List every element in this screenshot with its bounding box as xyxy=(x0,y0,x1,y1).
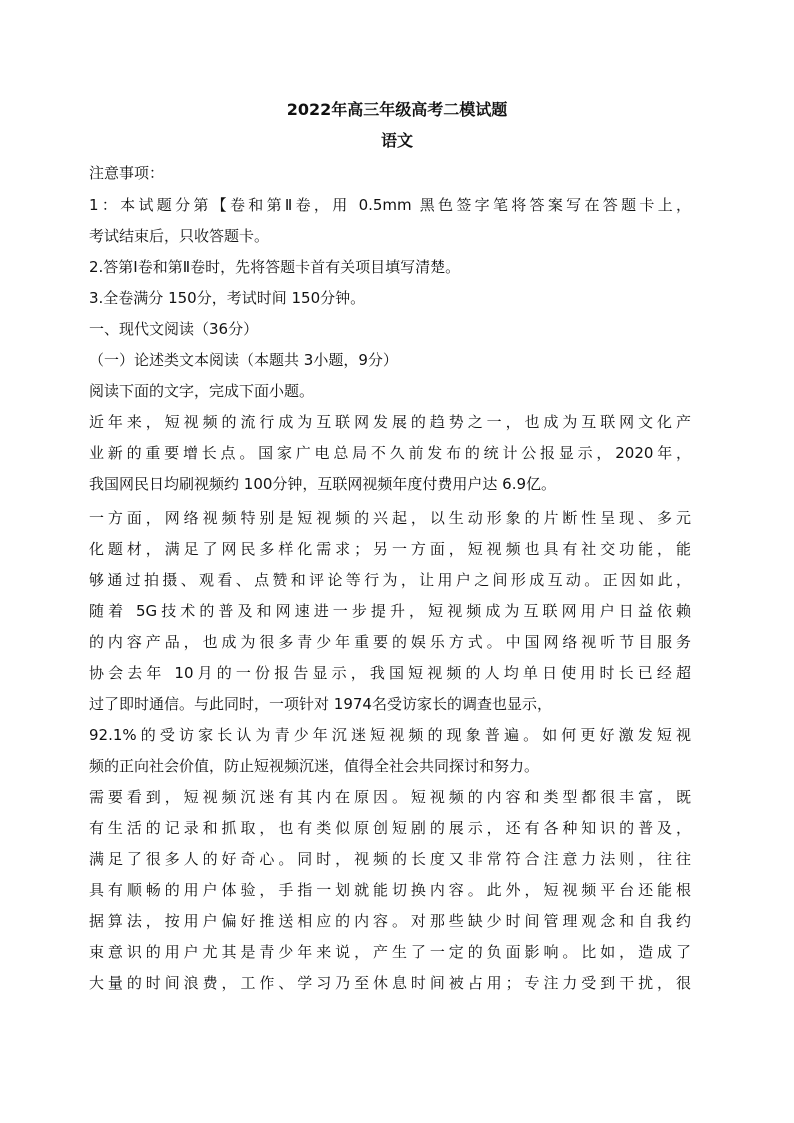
passage-line: 有生活的记录和抓取，也有类似原创短剧的展示，还有各种知识的普及， xyxy=(89,819,691,837)
passage-line: 我国网民日均刷视频约 100分钟，互联网视频年度付费用户达 6.9亿。 xyxy=(89,475,557,493)
passage-line: 够通过拍摄、观看、点赞和评论等行为，让用户之间形成互动。正因如此， xyxy=(89,571,691,589)
notes-heading: 注意事项： xyxy=(89,164,165,182)
passage-line: 随着 5G技术的普及和网速进一步提升，短视频成为互联网用户日益依赖 xyxy=(89,602,691,620)
section-heading: 一、现代文阅读（36分） xyxy=(89,320,259,338)
passage-line: 近年来，短视频的流行成为互联网发展的趋势之一，也成为互联网文化产 xyxy=(89,413,691,431)
passage-line: 业新的重要增长点。国家广电总局不久前发布的统计公报显示，2020年， xyxy=(89,444,691,462)
passage-line: 一方面，网络视频特别是短视频的兴起，以生动形象的片断性呈现、多元 xyxy=(89,509,691,527)
exam-title: 2022年高三年级高考二模试题 xyxy=(286,100,508,119)
note-line: 1：本试题分第【卷和第Ⅱ卷，用 0.5mm 黑色签字笔将答案写在答题卡上， xyxy=(89,196,691,214)
note-line: 3.全卷满分 150分，考试时间 150分钟。 xyxy=(89,289,366,307)
instruction-line: 阅读下面的文字，完成下面小题。 xyxy=(89,382,315,400)
passage-line: 具有顺畅的用户体验，手指一划就能切换内容。此外，短视频平台还能根 xyxy=(89,881,691,899)
subject-title: 语文 xyxy=(380,131,413,150)
passage-line: 协会去年 10月的一份报告显示，我国短视频的人均单日使用时长已经超 xyxy=(89,664,691,682)
passage-line: 过了即时通信。与此同时，一项针对 1974名受访家长的调查也显示， xyxy=(89,695,552,713)
passage-line: 频的正向社会价值，防止短视频沉迷，值得全社会共同探讨和努力。 xyxy=(89,757,540,775)
passage-line: 92.1%的受访家长认为青少年沉迷短视频的现象普遍。如何更好激发短视 xyxy=(89,726,691,744)
passage-line: 满足了很多人的好奇心。同时，视频的长度又非常符合注意力法则，往往 xyxy=(89,850,691,868)
passage-line: 化题材，满足了网民多样化需求；另一方面，短视频也具有社交功能，能 xyxy=(89,540,691,558)
note-line: 考试结束后，只收答题卡。 xyxy=(89,227,270,245)
passage-line: 束意识的用户尤其是青少年来说，产生了一定的负面影响。比如，造成了 xyxy=(89,943,691,961)
passage-line: 据算法，按用户偏好推送相应的内容。对那些缺少时间管理观念和自我约 xyxy=(89,912,691,930)
note-line: 2.答第Ⅰ卷和第Ⅱ卷时，先将答题卡首有关项目填写清楚。 xyxy=(89,258,461,276)
passage-line: 的内容产品，也成为很多青少年重要的娱乐方式。中国网络视听节目服务 xyxy=(89,633,691,651)
passage-line: 大量的时间浪费，工作、学习乃至休息时间被占用；专注力受到干扰，很 xyxy=(89,974,691,992)
subsection-heading: （一）论述类文本阅读（本题共 3小题，9分） xyxy=(89,351,398,369)
passage-line: 需要看到，短视频沉迷有其内在原因。短视频的内容和类型都很丰富，既 xyxy=(89,788,691,806)
